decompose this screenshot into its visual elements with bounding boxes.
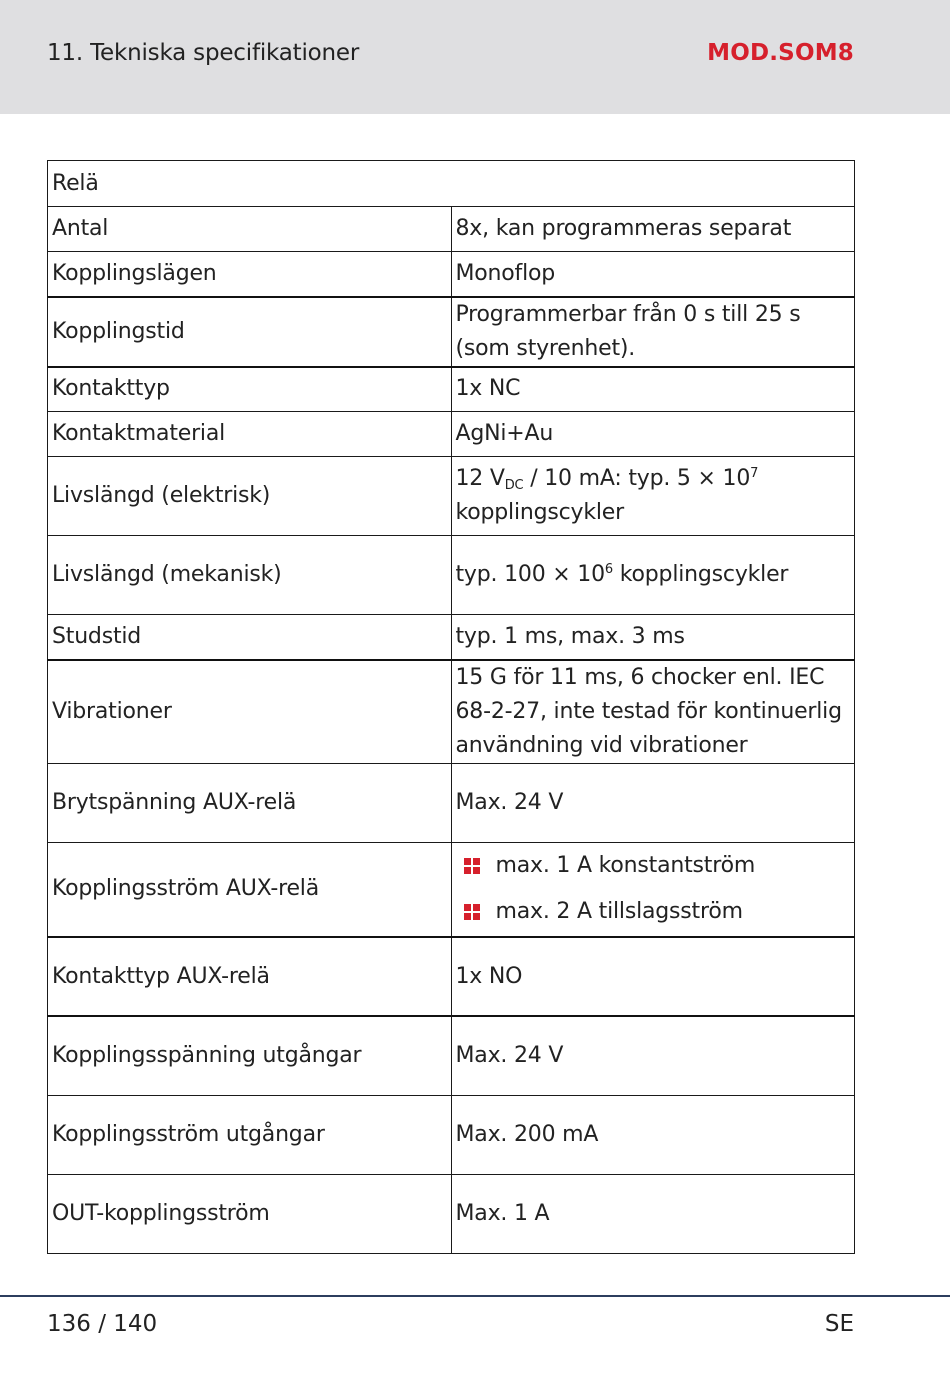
row-value: Max. 24 V <box>451 763 855 842</box>
row-label: Studstid <box>48 615 452 660</box>
table-row <box>48 252 855 297</box>
row-value: 15 G för 11 ms, 6 chocker enl. IEC 68-2-27, inte testad för kontinuerlig användning vid vibrationer <box>451 660 855 764</box>
value-text: 12 V <box>455 466 505 491</box>
row-value: Max. 24 V <box>451 1016 855 1095</box>
value-exponent: 6 <box>604 562 613 577</box>
row-label: Livslängd (elektrisk) <box>48 457 452 536</box>
table-row <box>48 763 855 842</box>
table-row <box>48 660 855 764</box>
row-label: Kopplingsspänning utgångar <box>48 1016 452 1095</box>
model-name: MOD.SOM8 <box>707 40 854 66</box>
section-title: 11. Tekniska specifikationer <box>47 40 360 66</box>
table-row <box>48 842 855 937</box>
row-value: AgNi+Au <box>451 412 855 457</box>
red-square-grid-icon <box>464 904 480 920</box>
bullet-text: max. 2 A tillslagsström <box>495 899 743 925</box>
row-value: 1x NO <box>451 937 855 1016</box>
spec-table <box>47 160 855 1254</box>
table-row <box>48 536 855 615</box>
row-value: Monoflop <box>451 252 855 297</box>
table-caption: Relä <box>48 161 855 207</box>
table-row <box>48 1016 855 1095</box>
row-value <box>451 457 855 536</box>
red-square-grid-icon <box>464 858 480 874</box>
row-value: Max. 200 mA <box>451 1095 855 1174</box>
row-label: Antal <box>48 207 452 252</box>
table-row <box>48 1095 855 1174</box>
row-value <box>451 536 855 615</box>
table-row <box>48 297 855 367</box>
table-row <box>48 615 855 660</box>
row-label: Kontakttyp AUX-relä <box>48 937 452 1016</box>
bullet-item <box>456 843 851 889</box>
table-row <box>48 457 855 536</box>
row-value: 1x NC <box>451 367 855 412</box>
row-label: Kopplingslägen <box>48 252 452 297</box>
row-label: Livslängd (mekanisk) <box>48 536 452 615</box>
table-row <box>48 1174 855 1253</box>
row-label: Kopplingsström AUX-relä <box>48 842 452 937</box>
row-label: Kontaktmaterial <box>48 412 452 457</box>
value-text: typ. 100 × 10 <box>455 562 605 587</box>
row-value: typ. 1 ms, max. 3 ms <box>451 615 855 660</box>
row-label: Brytspänning AUX-relä <box>48 763 452 842</box>
row-value: Programmerbar från 0 s till 25 s (som styrenhet). <box>451 297 855 367</box>
language-code: SE <box>824 1311 854 1337</box>
value-subscript: DC <box>504 478 524 493</box>
bullet-text: max. 1 A konstantström <box>495 853 756 879</box>
value-text: kopplingscykler <box>612 562 789 587</box>
value-exponent: 7 <box>750 466 759 481</box>
row-value: Max. 1 A <box>451 1174 855 1253</box>
footer-divider <box>0 1295 950 1297</box>
row-label: Kopplingstid <box>48 297 452 367</box>
row-label: OUT-kopplingsström <box>48 1174 452 1253</box>
table-row <box>48 412 855 457</box>
row-value: 8x, kan programmeras separat <box>451 207 855 252</box>
table-row <box>48 937 855 1016</box>
row-label: Kontakttyp <box>48 367 452 412</box>
row-value <box>451 842 855 937</box>
row-label: Kopplingsström utgångar <box>48 1095 452 1174</box>
bullet-item <box>456 889 851 935</box>
value-text: / 10 mA: typ. 5 × 10 <box>523 466 751 491</box>
table-caption-row <box>48 161 855 207</box>
page-number: 136 / 140 <box>47 1311 158 1337</box>
table-row <box>48 207 855 252</box>
row-label: Vibrationer <box>48 660 452 764</box>
value-text: kopplingscykler <box>455 500 624 525</box>
page-header <box>0 0 950 114</box>
table-row <box>48 367 855 412</box>
